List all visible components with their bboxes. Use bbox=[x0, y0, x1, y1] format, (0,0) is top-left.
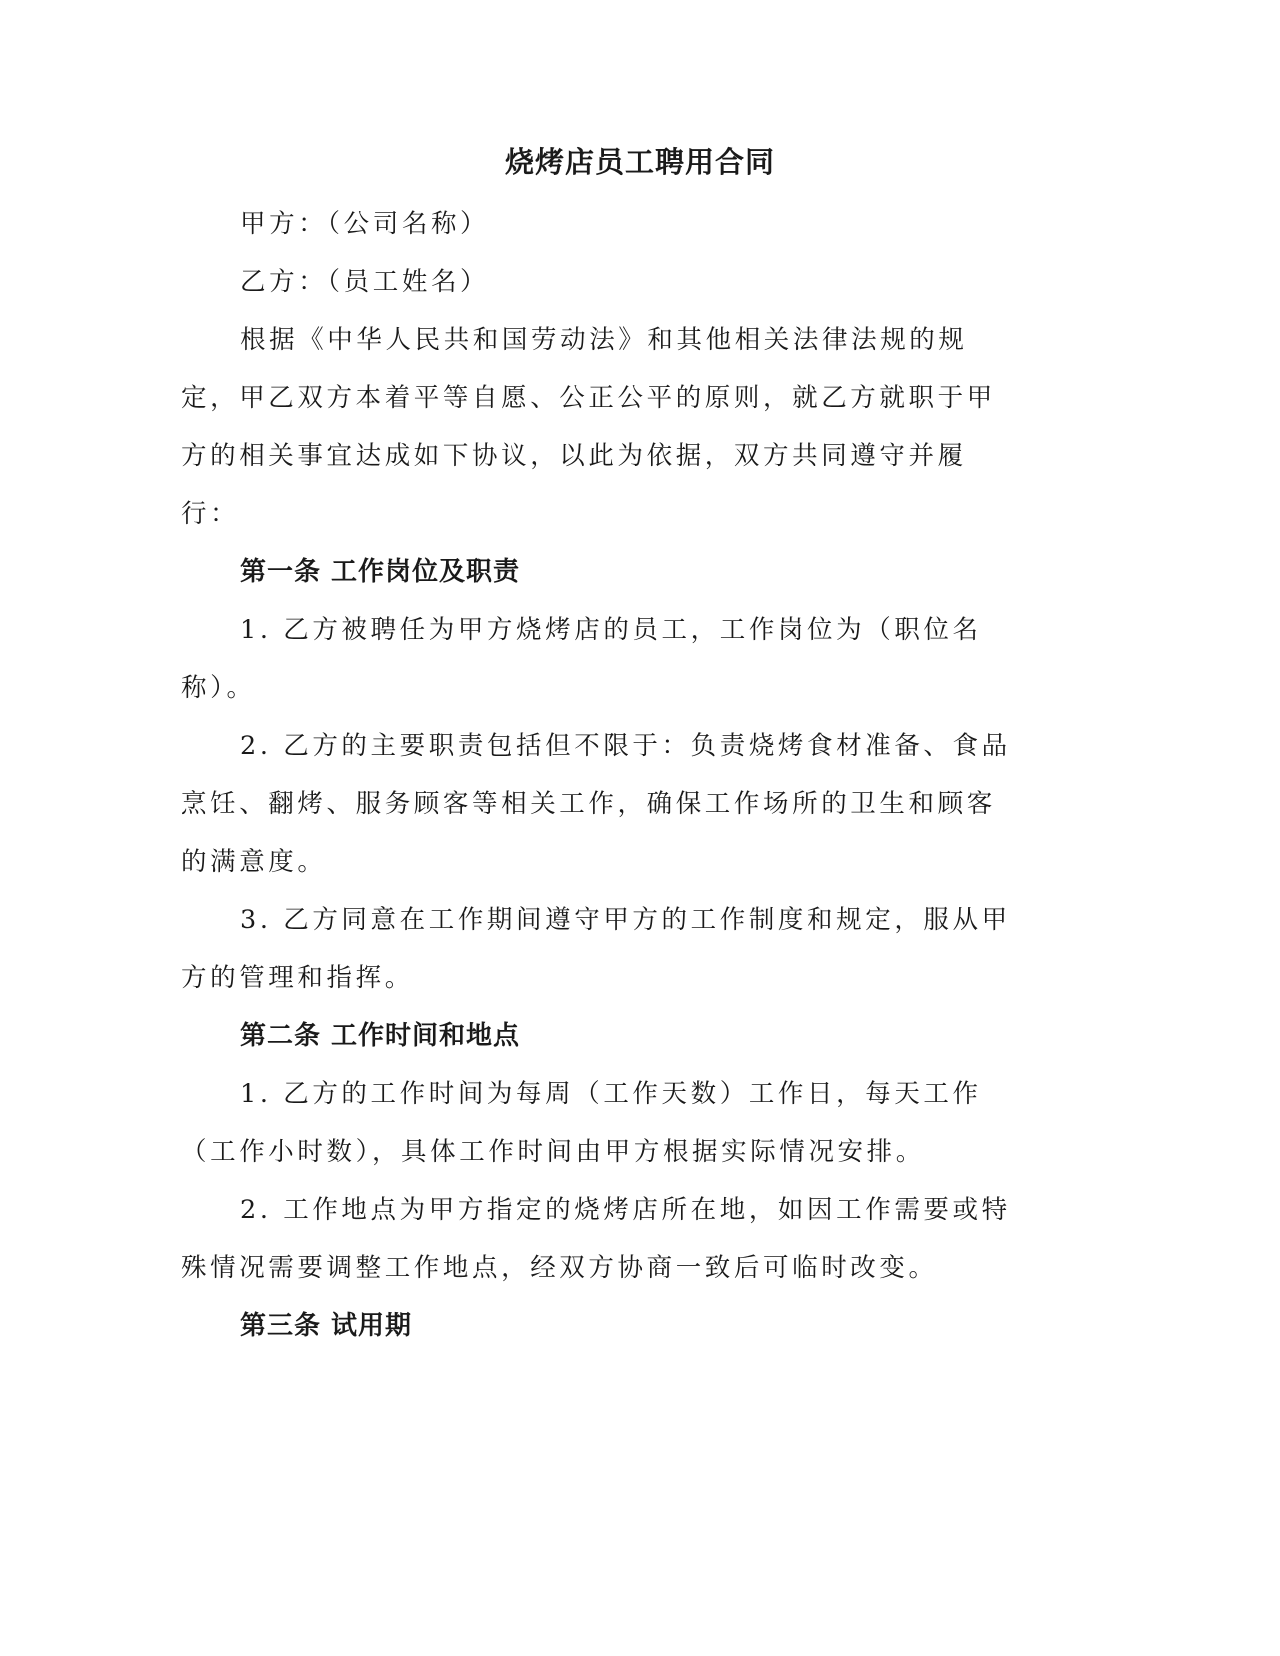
document-title: 烧烤店员工聘用合同 bbox=[504, 145, 775, 179]
section-2-line: （工作小时数），具体工作时间由甲方根据实际情况安排。 bbox=[181, 1137, 925, 1167]
section-heading-2: 第二条 工作时间和地点 bbox=[240, 1021, 521, 1051]
section-2-line: 2. 工作地点为甲方指定的烧烤店所在地，如因工作需要或特 bbox=[240, 1195, 1011, 1225]
preamble-line: 根据《中华人民共和国劳动法》和其他相关法律法规的规 bbox=[240, 325, 968, 355]
section-2-line: 1. 乙方的工作时间为每周（工作天数）工作日，每天工作 bbox=[240, 1079, 982, 1109]
section-1-line: 烹饪、翻烤、服务顾客等相关工作，确保工作场所的卫生和顾客 bbox=[181, 789, 996, 819]
section-1-line: 2. 乙方的主要职责包括但不限于：负责烧烤食材准备、食品 bbox=[240, 731, 1011, 761]
party-b: 乙方：（员工姓名） bbox=[240, 267, 490, 297]
section-1-line: 方的管理和指挥。 bbox=[181, 963, 414, 993]
section-1-line: 的满意度。 bbox=[181, 847, 327, 877]
section-heading-3: 第三条 试用期 bbox=[240, 1311, 413, 1341]
party-a: 甲方：（公司名称） bbox=[240, 209, 490, 239]
section-1-line: 3. 乙方同意在工作期间遵守甲方的工作制度和规定，服从甲 bbox=[240, 905, 1011, 935]
section-heading-1: 第一条 工作岗位及职责 bbox=[240, 557, 521, 587]
section-1-line: 1. 乙方被聘任为甲方烧烤店的员工，工作岗位为（职位名 bbox=[240, 615, 982, 645]
preamble-line: 定，甲乙双方本着平等自愿、公正公平的原则，就乙方就职于甲 bbox=[181, 383, 996, 413]
section-1-line: 称）。 bbox=[181, 673, 256, 703]
section-2-line: 殊情况需要调整工作地点，经双方协商一致后可临时改变。 bbox=[181, 1253, 938, 1283]
preamble-line: 方的相关事宜达成如下协议，以此为依据，双方共同遵守并履 bbox=[181, 441, 967, 471]
preamble-line: 行： bbox=[181, 499, 240, 529]
